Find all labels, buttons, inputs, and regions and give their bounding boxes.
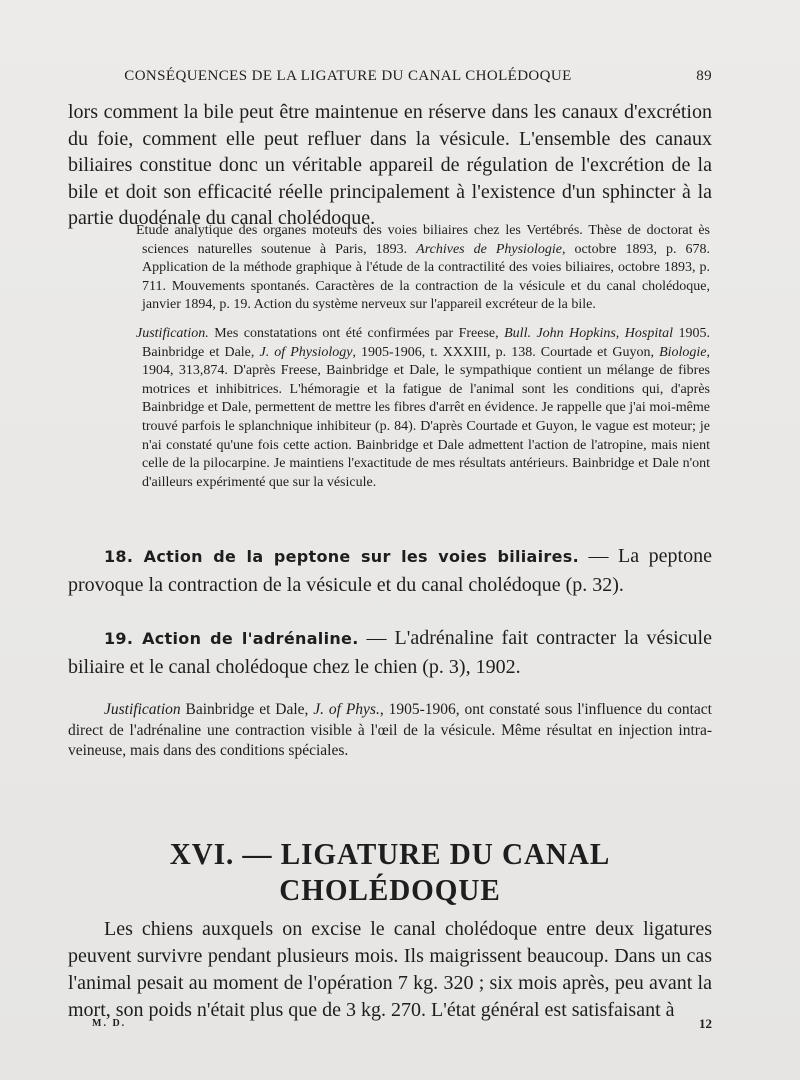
- journal-title: Archives de Physiologie: [416, 241, 562, 257]
- note-text: Bainbridge et Dale,: [180, 701, 314, 718]
- note-text: 1905. Bainbridge et Dale,: [142, 326, 710, 360]
- sheet-number: 12: [699, 1016, 712, 1031]
- bibliographic-note: [136, 222, 710, 315]
- section-18: [68, 542, 712, 599]
- body-paragraph-2: Les chiens auxquels on excise le canal cholédoque entre deux ligatures peuvent survivre pendant plusieurs mois. Ils maigrissent beaucoup. Dans un cas l'animal pesait au moment de l'opération 7 kg. 320 ; six mois après, peu avant la mort, son poids n'était plus que de 3 kg. 270. L'état général est satisfaisant à: [68, 918, 712, 1021]
- section-heading: 18. Action de la peptone sur les voies biliaires.: [104, 547, 579, 566]
- note-text: , octobre 1893, p. 678. Application de la méthode graphique à l'étude de la contractilité des voies biliaires, octobre 1893, p. 711. Mouvements spontanés. Caractères de la contraction de la vésicule et du canal cholédoque, janvier 1894, p. 19. Action du système nerveux sur l'appareil excréteur de la bile.: [142, 241, 710, 313]
- justification-label: Justification.: [136, 326, 209, 341]
- page-number: 89: [696, 68, 712, 84]
- journal-title: J. of Phys.: [313, 701, 380, 718]
- section-heading: 19. Action de l'adrénaline.: [104, 629, 359, 648]
- printer-signature: M. D.: [92, 1018, 127, 1029]
- section-text: — L'adrénaline fait contracter la vésicule biliaire et le canal cholédoque chez le chien (p. 3), 1902.: [68, 627, 712, 678]
- section-text: — La peptone provoque la contraction de la vésicule et du canal cholédoque (p. 32).: [68, 545, 712, 596]
- justification-note: [136, 325, 710, 492]
- chapter-title: XVI. — LIGATURE DU CANAL CHOLÉDOQUE: [169, 836, 611, 907]
- justification-paragraph: [68, 700, 712, 762]
- note-text: , 1904, 313,874. D'après Freese, Bainbridge et Dale, le sympathique contient un mélange de fibres motrices et inhibitrices. L'hémoragie et la fatigue de l'animal sont les conditions qui, d'après Bainbridge et Dale, permettent de mettre les fibres d'arrêt en évidence. Je rappelle que j'ai moi-même trouvé parfois le splanchnique inhibiteur (p. 84). D'après Courtade et Guyon, le vague est moteur; je n'ai constaté qu'une fois cette action. Bainbridge et Dale admettent l'action de l'atropine, mais nient celle de la pilocarpine. Je maintiens l'exactitude de mes résultats antérieurs. Bainbridge et Dale n'ont d'ailleurs expérimenté que sur la vésicule.: [142, 344, 710, 490]
- note-text: Mes constatations ont été confirmées par Freese,: [208, 326, 505, 341]
- body-paragraph-1: lors comment la bile peut être maintenue en réserve dans les canaux d'excrétion du foie, comment elle peut refluer dans la vésicule. L'ensemble des canaux biliaires constitue donc un véritable appareil de régulation de l'excrétion de la bile et doit son efficacité réelle principalement à l'existence d'un sphincter à la partie duodénale du canal cholédoque.: [68, 101, 712, 230]
- journal-title: Biologie: [659, 344, 707, 360]
- journal-title: Bull. John Hopkins, Hospital: [504, 326, 674, 341]
- running-title: CONSÉQUENCES DE LA LIGATURE DU CANAL CHOLÉDOQUE: [124, 68, 572, 84]
- note-text: , 1905-1906, t. XXXIII, p. 138. Courtade et Guyon,: [352, 344, 660, 360]
- note-text: Etude analytique des organes moteurs des voies biliaires chez les Vertébrés. Thèse de doctorat ès sciences naturelles soutenue à Paris, 1893.: [136, 223, 710, 257]
- justification-label: Justification: [104, 701, 181, 718]
- section-19: [68, 624, 712, 681]
- note-text: , 1905-1906, ont constaté sous l'influence du contact direct de l'adrénaline une contraction visible à l'œil de la vésicule. Même résultat en injection intra-veineuse, mais dans des conditions spéciales.: [68, 701, 712, 759]
- journal-title: J. of Physiology: [259, 344, 353, 360]
